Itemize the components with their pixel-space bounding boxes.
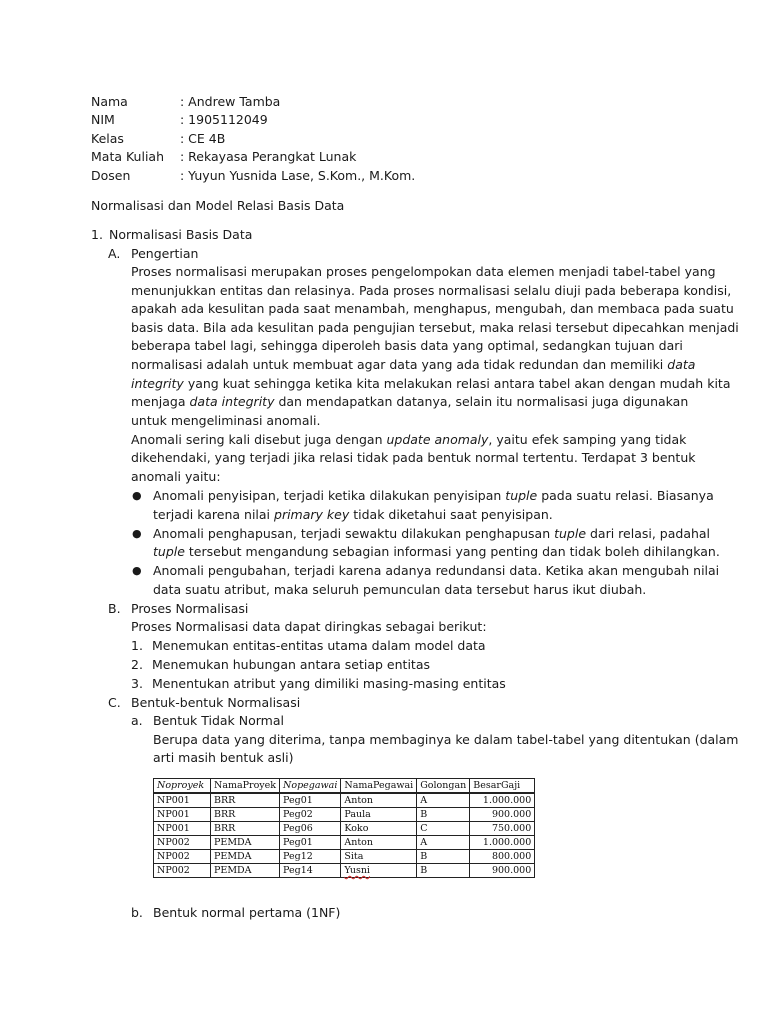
paragraph-line: Proses normalisasi merupakan proses pengelompokan data elemen menjadi tabel-tabel yang [131,264,716,279]
item-title: Bentuk Tidak Normal [153,713,284,728]
list-item-line [153,525,710,543]
table-cell: A [417,793,470,808]
column-header [280,779,341,794]
list-item-line [153,487,714,505]
document-title: Normalisasi dan Model Relasi Basis Data [91,198,345,213]
column-header: BesarGaji [470,779,535,794]
identity-value: : 1905112049 [180,112,268,127]
identity-label: Nama [91,94,128,109]
bullet-icon: ● [132,527,142,540]
sub-subsection-heading [131,904,341,922]
identity-label: Kelas [91,131,124,146]
subsection-heading [108,245,199,263]
table-cell: Anton [341,793,417,808]
table-cell: Peg01 [280,793,341,808]
table-row [154,836,535,850]
subsection-heading [108,694,301,712]
table-cell: 750.000 [470,822,535,836]
paragraph-line: apakah ada kesulitan pada saat menambah, menghapus, mengubah, dan membaca pada suatu [131,301,734,316]
identity-value: : CE 4B [180,131,226,146]
paragraph-line: Berupa data yang diterima, tanpa membaginya ke dalam tabel-tabel yang ditentukan (dalam [153,732,739,747]
text-run: normalisasi adalah untuk membuat agar data yang ada tidak redundan dan memiliki [131,357,668,372]
table-cell: NP002 [154,864,211,878]
table-cell: Peg06 [280,822,341,836]
paragraph-line [131,375,730,393]
table-cell: A [417,836,470,850]
text-run: dari relasi, padahal [586,526,711,541]
column-header: NamaProyek [211,779,280,794]
text-run: yang kuat sehingga ketika kita melakukan relasi antara tabel akan dengan mudah kita [183,376,731,391]
table-cell: Peg01 [280,836,341,850]
step-number: 2. [131,657,143,672]
subsection-title: Pengertian [131,246,199,261]
header-label: Noproyek [157,780,205,791]
bullet-icon: ● [132,564,142,577]
table-cell: NP001 [154,822,211,836]
italic-term: integrity [131,376,184,391]
unnormalized-data-table [153,778,535,878]
table-cell: BRR [211,793,280,808]
step-number: 3. [131,676,143,691]
identity-value: : Andrew Tamba [180,94,281,109]
paragraph-line: menunjukkan entitas dan relasinya. Pada proses normalisasi selalu diuji pada beberapa kondisi, [131,283,732,298]
list-item [131,675,506,693]
subsection-heading [108,600,249,618]
section-number: 1. [91,227,103,242]
step-text: Menemukan entitas-entitas utama dalam model data [152,638,486,653]
section-title: Normalisasi Basis Data [109,227,253,242]
text-run: Anomali penyisipan, terjadi ketika dilakukan penyisipan [153,488,506,503]
table-cell: Peg14 [280,864,341,878]
table-cell: NP001 [154,808,211,822]
italic-term: tuple [554,526,587,541]
table-row [154,850,535,864]
spellcheck-underlined-text: Yusni [344,865,370,876]
table-cell: 900.000 [470,864,535,878]
table-cell: Paula [341,808,417,822]
table-cell: Sita [341,850,417,864]
paragraph-line: arti masih bentuk asli) [153,750,294,765]
table-cell: 900.000 [470,808,535,822]
list-item-line [153,506,553,524]
paragraph-line: dikehendaki, yang terjadi jika relasi tidak pada bentuk normal tertentu. Terdapat 3 bentuk [131,450,696,465]
table-row [154,864,535,878]
paragraph-line: beberapa tabel lagi, sehingga diperoleh basis data yang optimal, sedangkan tujuan dari [131,338,683,353]
item-title: Bentuk normal pertama (1NF) [153,905,341,920]
identity-value: : Rekayasa Perangkat Lunak [180,149,357,164]
table-cell: NP002 [154,850,211,864]
column-header [154,779,211,794]
paragraph-line: Proses Normalisasi data dapat diringkas sebagai berikut: [131,619,487,634]
text-run: Anomali penghapusan, terjadi sewaktu dilakukan penghapusan [153,526,555,541]
identity-value: : Yuyun Yusnida Lase, S.Kom., M.Kom. [180,168,416,183]
table-cell: NP002 [154,836,211,850]
table-cell: 800.000 [470,850,535,864]
paragraph-line: untuk mengeliminasi anomali. [131,413,321,428]
table-cell: PEMDA [211,836,280,850]
item-letter: b. [131,905,143,920]
paragraph-line [131,393,688,411]
text-run: tidak diketahui saat penyisipan. [349,507,553,522]
subsection-title: Proses Normalisasi [131,601,249,616]
list-item-line: data suatu atribut, maka seluruh pemunculan data tersebut harus ikut diubah. [153,582,647,597]
list-item [131,637,486,655]
table-cell: B [417,850,470,864]
subsection-title: Bentuk-bentuk Normalisasi [131,695,301,710]
italic-term: tuple [153,544,185,559]
text-run: , yaitu efek samping yang tidak [488,432,687,447]
italic-term: primary key [274,507,350,522]
subsection-letter: A. [108,246,121,261]
table-row [154,822,535,836]
table-header-row [154,779,535,794]
italic-term: data integrity [189,394,275,409]
text-run: menjaga [131,394,190,409]
table-cell: C [417,822,470,836]
table-cell: BRR [211,808,280,822]
sub-subsection-heading [131,712,284,730]
list-item-line: Anomali pengubahan, terjadi karena adanya redundansi data. Ketika akan mengubah nilai [153,563,720,578]
table-row [154,793,535,808]
table-cell: NP001 [154,793,211,808]
subsection-letter: C. [108,695,121,710]
column-header: NamaPegawai [341,779,417,794]
table-row [154,808,535,822]
italic-term: update anomaly [386,432,489,447]
step-text: Menemukan hubungan antara setiap entitas [152,657,430,672]
table-cell: 1.000.000 [470,793,535,808]
header-label: Nopegawai [283,780,338,791]
table-cell: B [417,808,470,822]
table-cell: Anton [341,836,417,850]
list-item [131,656,430,674]
step-text: Menentukan atribut yang dimiliki masing-masing entitas [152,676,506,691]
column-header: Golongan [417,779,470,794]
text-run: pada suatu relasi. Biasanya [537,488,714,503]
table-cell: Peg12 [280,850,341,864]
text-run: tersebut mengandung sebagian informasi yang penting dan tidak boleh dihilangkan. [184,544,720,559]
paragraph-line: anomali yaitu: [131,469,221,484]
table-cell: B [417,864,470,878]
identity-label: Dosen [91,168,131,183]
table-cell: Peg02 [280,808,341,822]
paragraph-line [131,356,695,374]
item-letter: a. [131,713,143,728]
text-run: terjadi karena nilai [153,507,275,522]
subsection-letter: B. [108,601,121,616]
paragraph-line: basis data. Bila ada kesulitan pada pengujian tersebut, maka relasi tersebut dipecahkan menjadi [131,320,739,335]
bullet-icon: ● [132,489,142,502]
text-run: Anomali sering kali disebut juga dengan [131,432,387,447]
table-cell: BRR [211,822,280,836]
table-cell: Koko [341,822,417,836]
list-item-line [153,543,720,561]
paragraph-line [131,431,686,449]
identity-label: Mata Kuliah [91,149,165,164]
italic-term: data [667,357,696,372]
table-cell: PEMDA [211,864,280,878]
table-cell: 1.000.000 [470,836,535,850]
table-cell [341,864,417,878]
italic-term: tuple [505,488,538,503]
section-heading [91,226,253,244]
table-cell: PEMDA [211,850,280,864]
identity-label: NIM [91,112,115,127]
text-run: dan mendapatkan datanya, selain itu normalisasi juga digunakan [274,394,689,409]
step-number: 1. [131,638,143,653]
